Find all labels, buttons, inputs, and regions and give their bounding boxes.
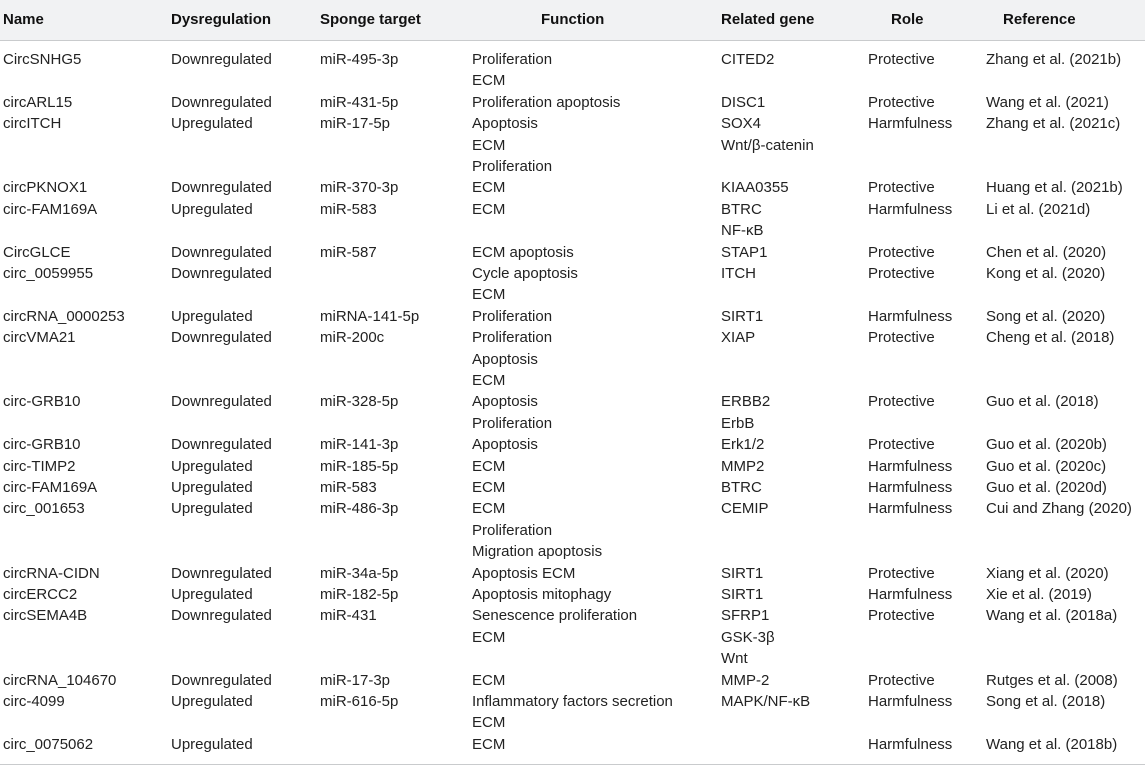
cell-role: Harmfulness [868,200,953,218]
cell-name: circPKNOX1 [3,179,88,197]
cell-function-line: ECM [472,179,506,197]
cell-sponge-target: miR-495-3p [320,51,399,68]
cell-function-line: ECM [472,286,506,304]
cell-name: circ-GRB10 [3,393,81,411]
cell-sponge-target: miR-185-5p [320,457,399,475]
table-row [0,177,1145,198]
header-reference: Reference [1003,11,1076,28]
table-row [0,691,1145,734]
cell-dysregulation: Downregulated [171,51,272,68]
cell-function-line: ECM [472,136,506,154]
cell-role: Harmfulness [868,457,953,475]
cell-function [472,691,673,734]
table-row [0,391,1145,434]
cell-role: Protective [868,329,935,347]
cell-reference: Guo et al. (2018) [986,393,1099,411]
cell-related-gene [721,113,814,156]
cell-function-line: Cycle apoptosis [472,265,578,282]
table-row [0,584,1145,605]
cell-function-line: Inflammatory factors secretion [472,693,673,710]
cell-reference: Guo et al. (2020d) [986,479,1107,496]
cell-related-gene [721,477,762,498]
cell-related-gene-line: Wnt [721,650,748,668]
cell-role: Protective [868,243,935,261]
cell-dysregulation: Downregulated [171,671,272,689]
cell-related-gene [721,92,765,113]
cell-function-line: ECM [472,714,506,732]
cell-dysregulation: Upregulated [171,693,253,710]
cell-function [472,113,552,177]
cell-function-line: Proliferation apoptosis [472,93,621,111]
cell-function [472,49,552,92]
cell-reference: Kong et al. (2020) [986,265,1106,282]
cell-related-gene [721,691,810,712]
table-header [0,0,1145,41]
cell-function-line: ECM [472,500,506,518]
table-row [0,92,1145,113]
cell-related-gene-line: SIRT1 [721,564,764,582]
cell-name: CircGLCE [3,243,71,261]
table-row [0,605,1145,669]
cell-dysregulation: Upregulated [171,735,253,753]
cell-reference: Wang et al. (2021) [986,93,1109,111]
cell-function-line: Proliferation [472,51,553,68]
table-row [0,477,1145,498]
cell-dysregulation: Upregulated [171,500,253,518]
cell-function-line: ECM [472,671,506,689]
cell-function-line: Migration apoptosis [472,543,603,561]
cell-name: circ-TIMP2 [3,457,76,475]
table-row [0,49,1145,92]
cell-related-gene-line: SIRT1 [721,307,764,325]
cell-function [472,477,505,498]
cell-name: circERCC2 [3,586,78,603]
cell-name: circ-4099 [3,693,65,710]
cell-function-line: ECM apoptosis [472,243,574,261]
cell-dysregulation: Upregulated [171,307,253,325]
cell-related-gene-line: BTRC [721,479,762,496]
cell-related-gene-line: NF-κB [721,222,764,240]
cell-function [472,605,637,648]
cell-function-line: Apoptosis ECM [472,564,576,582]
cell-related-gene-line: CEMIP [721,500,769,518]
cell-name: circ-FAM169A [3,200,98,218]
cell-function-line: ECM [472,457,506,475]
cell-related-gene-line: XIAP [721,329,756,347]
cell-function-line: Apoptosis [472,115,538,133]
cell-function-line: ECM [472,735,506,753]
cell-sponge-target: miR-431-5p [320,93,399,111]
cell-reference: Huang et al. (2021b) [986,179,1123,197]
cell-name: circ_001653 [3,500,85,518]
header-dysregulation: Dysregulation [171,11,272,28]
cell-function [472,734,505,755]
cell-sponge-target: miR-486-3p [320,500,399,518]
cell-function [472,327,552,391]
cell-related-gene-line: MMP2 [721,457,765,475]
cell-sponge-target: miR-583 [320,479,377,496]
cell-dysregulation: Downregulated [171,436,272,454]
cell-related-gene-line: Wnt/β-catenin [721,136,814,154]
cell-reference: Guo et al. (2020c) [986,457,1107,475]
cell-related-gene-line: STAP1 [721,243,768,261]
cell-name: circARL15 [3,93,73,111]
cell-function-line: Proliferation [472,158,553,175]
cell-function-line: ECM [472,372,506,389]
cell-sponge-target: miR-182-5p [320,586,399,603]
cell-role: Protective [868,393,935,411]
cell-sponge-target: miR-583 [320,200,377,218]
cell-dysregulation: Upregulated [171,115,253,133]
header-function: Function [541,11,605,28]
cell-function-line: Proliferation [472,329,553,347]
cell-related-gene [721,177,789,198]
cell-related-gene-line: SIRT1 [721,586,764,603]
cell-related-gene [721,670,769,691]
cell-sponge-target: miR-200c [320,329,385,347]
cell-role: Harmfulness [868,586,953,603]
cell-related-gene [721,49,774,70]
cell-dysregulation: Upregulated [171,200,253,218]
cell-function [472,584,611,605]
cell-related-gene [721,306,763,327]
cell-related-gene-line: Erk1/2 [721,436,765,454]
cell-function [472,498,602,562]
cell-role: Harmfulness [868,479,953,496]
cell-related-gene-line: MAPK/NF-κB [721,693,811,710]
cell-role: Harmfulness [868,115,953,133]
table-row [0,327,1145,391]
cell-reference: Rutges et al. (2008) [986,671,1118,689]
cell-related-gene [721,434,764,455]
cell-sponge-target: miR-587 [320,243,377,261]
cell-related-gene-line: GSK-3β [721,628,775,646]
cell-function-line: ECM [472,628,506,646]
cell-reference: Guo et al. (2020b) [986,436,1107,454]
cell-reference: Song et al. (2018) [986,693,1106,710]
cell-related-gene [721,199,764,242]
cell-dysregulation: Downregulated [171,265,272,282]
table-row [0,242,1145,263]
cell-name: circRNA-CIDN [3,564,100,582]
cell-reference: Xiang et al. (2020) [986,564,1109,582]
cell-function [472,199,505,220]
cell-reference: Xie et al. (2019) [986,586,1092,603]
cell-function-line: ECM [472,200,506,218]
cell-role: Harmfulness [868,735,953,753]
cell-reference: Cheng et al. (2018) [986,329,1115,347]
cell-name: circVMA21 [3,329,76,347]
cell-function-line: Apoptosis [472,393,538,411]
cell-role: Protective [868,671,935,689]
cell-related-gene [721,327,755,348]
cell-related-gene-line: DISC1 [721,93,766,111]
cell-function-line: Apoptosis [472,436,538,454]
cell-reference: Li et al. (2021d) [986,200,1091,218]
table-bottom-rule [0,764,1145,765]
header-role: Role [891,11,924,28]
cell-function-line: Senescence proliferation [472,607,638,625]
cell-function [472,456,505,477]
cell-function [472,263,578,306]
cell-function-line: Apoptosis [472,350,538,368]
cell-function-line: ECM [472,72,506,90]
cell-function-line: ECM [472,479,506,496]
cell-related-gene-line: ERBB2 [721,393,771,411]
cell-name: CircSNHG5 [3,51,82,68]
cell-sponge-target: miR-616-5p [320,693,399,710]
cell-function-line: Proliferation [472,521,553,539]
cell-role: Protective [868,564,935,582]
cell-role: Harmfulness [868,693,953,710]
cell-name: circ_0075062 [3,735,94,753]
table-row [0,456,1145,477]
cell-name: circ-GRB10 [3,436,81,454]
cell-role: Protective [868,179,935,197]
cell-role: Harmfulness [868,307,953,325]
cell-reference: Wang et al. (2018a) [986,607,1118,625]
cell-dysregulation: Downregulated [171,329,272,347]
table-row [0,263,1145,306]
cell-related-gene-line: SFRP1 [721,607,770,625]
cell-function [472,563,575,584]
cell-reference: Song et al. (2020) [986,307,1106,325]
cell-related-gene [721,563,763,584]
cell-sponge-target: miR-17-5p [320,115,391,133]
cell-dysregulation: Downregulated [171,607,272,625]
cell-reference: Zhang et al. (2021b) [986,51,1122,68]
cell-name: circRNA_104670 [3,671,117,689]
header-sponge-target: Sponge target [320,11,421,28]
cell-sponge-target: miR-328-5p [320,393,399,411]
cell-related-gene-line: SOX4 [721,115,762,133]
cell-dysregulation: Downregulated [171,393,272,411]
cell-function-line: Apoptosis mitophagy [472,586,612,603]
cell-function [472,306,552,327]
table-row [0,113,1145,177]
cell-role: Protective [868,436,935,454]
cell-dysregulation: Downregulated [171,243,272,261]
table-row [0,306,1145,327]
cell-related-gene-line: KIAA0355 [721,179,789,197]
cell-role: Harmfulness [868,500,953,518]
cell-function-line: Proliferation [472,307,553,325]
cell-related-gene [721,391,770,434]
cell-related-gene [721,242,767,263]
cell-name: circITCH [3,115,62,133]
cell-function [472,434,538,455]
cell-name: circRNA_0000253 [3,307,125,325]
cell-related-gene-line: ErbB [721,414,755,432]
cell-reference: Cui and Zhang (2020) [986,500,1132,518]
cell-name: circ-FAM169A [3,479,98,496]
cell-dysregulation: Upregulated [171,586,253,603]
cell-reference: Chen et al. (2020) [986,243,1107,261]
cell-function [472,670,505,691]
cell-role: Protective [868,93,935,111]
cell-sponge-target: miR-34a-5p [320,564,399,582]
cell-function [472,242,574,263]
cell-dysregulation: Downregulated [171,179,272,197]
cell-function [472,391,552,434]
table-row [0,563,1145,584]
cell-function [472,92,620,113]
cell-related-gene [721,605,775,669]
cell-name: circ_0059955 [3,265,94,282]
header-related-gene: Related gene [721,11,815,28]
cell-reference: Wang et al. (2018b) [986,735,1118,753]
cell-role: Protective [868,607,935,625]
cell-dysregulation: Upregulated [171,457,253,475]
cell-name: circSEMA4B [3,607,88,625]
cell-related-gene [721,584,763,605]
cell-dysregulation: Upregulated [171,479,253,496]
cell-dysregulation: Downregulated [171,564,272,582]
cell-dysregulation: Downregulated [171,93,272,111]
cell-sponge-target: miR-141-3p [320,436,399,454]
cell-role: Protective [868,51,935,68]
cell-related-gene-line: MMP-2 [721,671,770,689]
cell-related-gene-line: BTRC [721,200,762,218]
cell-sponge-target: miR-370-3p [320,179,399,197]
cell-related-gene-line: CITED2 [721,51,775,68]
cell-sponge-target: miRNA-141-5p [320,307,420,325]
table-row [0,199,1145,242]
cell-related-gene [721,456,764,477]
header-name: Name [3,11,44,28]
cell-function [472,177,505,198]
table-row [0,434,1145,455]
cell-role: Protective [868,265,935,282]
table-row [0,670,1145,691]
cell-related-gene [721,263,756,284]
cell-function-line: Proliferation [472,414,553,432]
cell-related-gene [721,498,769,519]
table-row [0,734,1145,755]
cell-related-gene-line: ITCH [721,265,756,282]
cell-reference: Zhang et al. (2021c) [986,115,1121,133]
cell-sponge-target: miR-431 [320,607,377,625]
table-row [0,498,1145,562]
cell-sponge-target: miR-17-3p [320,671,391,689]
